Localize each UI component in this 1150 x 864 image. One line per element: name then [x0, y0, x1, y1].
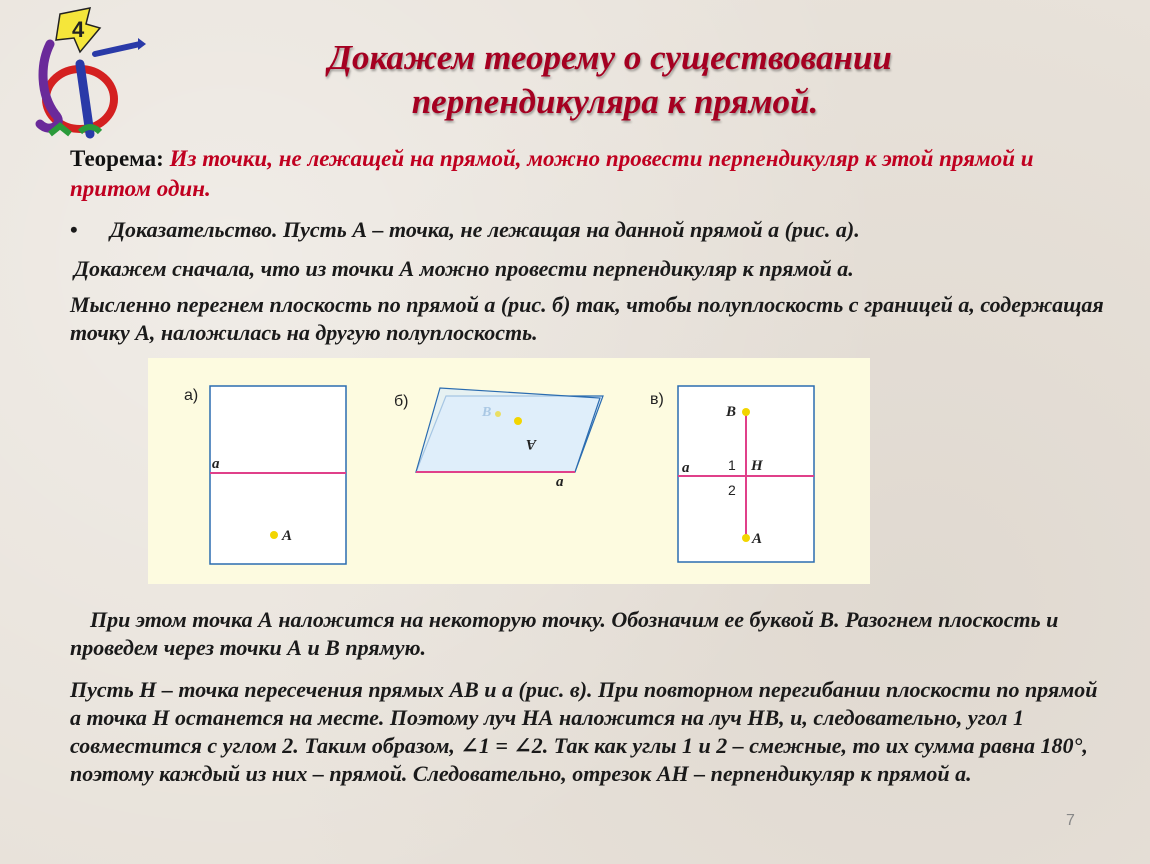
panel-a-caption: а) [184, 387, 199, 404]
panel-c-point-b-label: В [726, 404, 737, 420]
panel-c-angle-1: 1 [728, 457, 736, 473]
panel-b-point-a-label: А [525, 436, 536, 452]
panel-b-line-label: а [556, 474, 564, 490]
page-number: 7 [1066, 812, 1075, 829]
panel-c-line-label: а [682, 460, 690, 476]
bullet-mark: • [70, 217, 78, 242]
proof-paragraph-4 [70, 606, 1110, 662]
slide-title [250, 36, 970, 124]
figure-panel-b [394, 388, 603, 490]
theorem-text: Из точки, не лежащей на прямой, можно провести перпендикуляр к этой прямой и притом один. [70, 146, 1034, 201]
panel-c-caption: в) [650, 391, 664, 408]
figure-panel-a [184, 386, 346, 564]
figure-panel-c [650, 386, 814, 562]
panel-c-point-a [742, 534, 750, 542]
proof-paragraph-5: Пусть Н – точка пересечения прямых АВ и а (рис. в). При повторном перегибании плоскости по прямой а точка Н останется на месте. Поэтому луч НА наложится на луч НВ, и, следовательно, угол 1 совместится с углом 2. Таким образом, ∠1 = ∠2. Так как углы 1 и 2 – смежные, то их сумма равна 180°, поэтому каждый из них – прямой. Следовательно, отрезок АН – перпендикуляр к прямой а. [70, 677, 1098, 786]
panel-a-sheet [210, 386, 346, 564]
panel-c-angle-2: 2 [728, 482, 736, 498]
proof-paragraph-3: Мысленно перегнем плоскость по прямой а (рис. б) так, чтобы полуплоскость с границей а, содержащая точку А, наложилась на другую полуплоскость. [70, 292, 1104, 345]
panel-b-folded-sheet [416, 388, 600, 472]
panel-b-point-b-label: В [482, 405, 492, 420]
theorem-label: Теорема: [70, 146, 164, 171]
logo-digit: 4 [72, 17, 85, 42]
title-line-1: Докажем теорему о существовании [328, 38, 892, 77]
panel-b-point-b [495, 411, 501, 417]
panel-a-point-label: А [282, 528, 293, 544]
panel-c-point-a-label: А [752, 531, 763, 547]
proof-text-1: Доказательство. Пусть А – точка, не лежащая на данной прямой а (рис. а). [110, 217, 860, 242]
panel-b-point-a [514, 417, 522, 425]
logo-figure-icon [20, 4, 150, 154]
proof-text-4: При этом точка А наложится на некоторую точку. Обозначим ее буквой В. Разогнем плоскость и проведем через точки А и В прямую. [70, 607, 1059, 660]
panel-b-caption: б) [394, 393, 409, 410]
panel-a-line-label: а [212, 456, 220, 472]
title-line-2: перпендикуляра к прямой. [411, 82, 819, 121]
proof-paragraph-2: Докажем сначала, что из точки А можно провести перпендикуляр к прямой а. [74, 256, 854, 281]
panel-c-point-b [742, 408, 750, 416]
panel-a-point [270, 531, 278, 539]
panel-c-point-h-label: Н [751, 458, 763, 474]
theorem-statement [70, 144, 1100, 204]
proof-paragraph-1 [70, 216, 1090, 244]
figure-panels [148, 358, 870, 584]
